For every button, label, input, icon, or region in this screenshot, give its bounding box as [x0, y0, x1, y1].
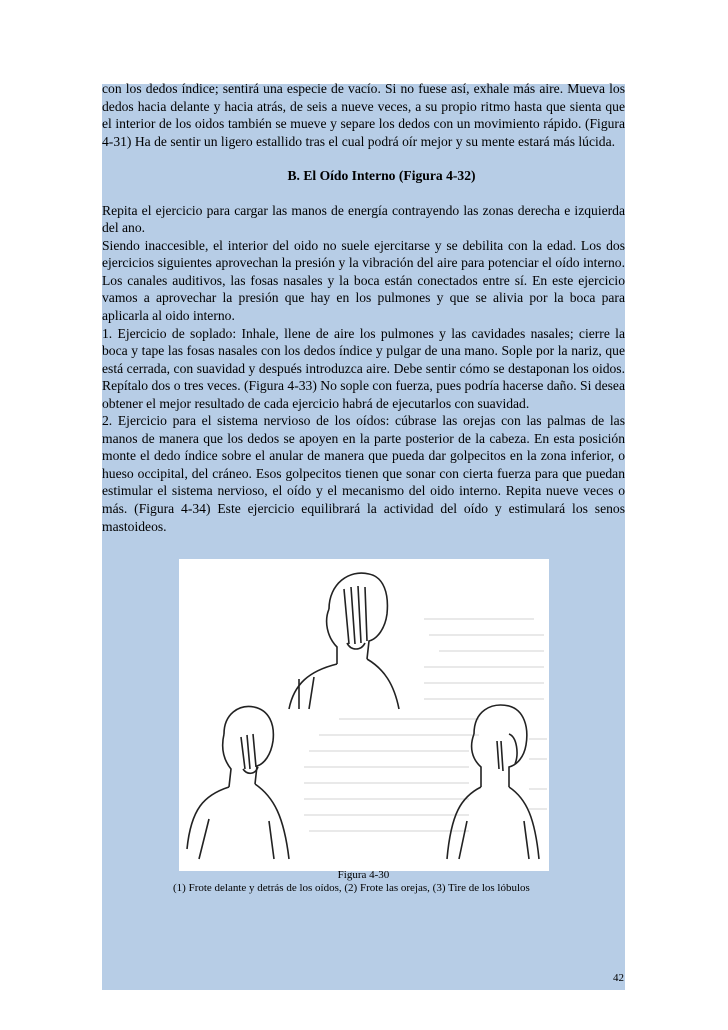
paragraph-2: Repita el ejercicio para cargar las manos de energía contrayendo las zonas derecha e izquierda del ano.	[102, 202, 625, 236]
paragraph-1: con los dedos índice; sentirá una especie de vacío. Si no fuese así, exhale más aire. Mueva los dedos hacia delante y hacia atrás, de seis a nueve veces, a su propio ritmo hasta que sienta que el interior de los oidos también se mueve y separe los dedos con un movimiento rápido. (Figura 4-31) Ha de sentir un ligero estallido tras el cual podrá oír mejor y su mente estará más lúcida.	[102, 81, 625, 149]
page-number: 42	[613, 972, 624, 984]
section-heading: B. El Oído Interno (Figura 4-32)	[287, 168, 476, 184]
figure-illustration	[179, 559, 549, 871]
figure-caption: Figura 4-30	[337, 869, 390, 881]
paragraph-3: Siendo inaccesible, el interior del oido no suele ejercitarse y se debilita con la edad. Los dos ejercicios siguientes aprovechan la presión y la vibración del aire para potenciar el oído interno. Los canales auditivos, las fosas nasales y la boca están conectados entre sí. En este ejercicio vamos a aprovechar la presión que hay en los pulmones y que se alivia por la boca para aplicarla al oido interno.	[102, 237, 625, 324]
paragraph-5: 2. Ejercicio para el sistema nervioso de los oídos: cúbrase las orejas con las palmas de las manos de manera que los dedos se apoyen en la parte posterior de la cabeza. En esta posición monte el dedo índice sobre el anular de manera que pueda dar golpecitos en la zona inferior, o hueso occipital, del cráneo. Esos golpecitos tienen que sonar con cierta fuerza para que puedan estimular el sistema nervioso, el oído y el mecanismo del oido interno. Repita nueve veces o más. (Figura 4-34) Este ejercicio equilibrará la actividad del oído y estimulará los senos mastoideos.	[102, 413, 625, 534]
paragraph-4: 1. Ejercicio de soplado: Inhale, llene de aire los pulmones y las cavidades nasales; cierre la boca y tape las fosas nasales con los dedos índice y pulgar de una mano. Sople por la nariz, que está cerrada, con suavidad y después introduzca aire. Debe sentir cómo se destaponan los oidos. Repítalo dos o tres veces. (Figura 4-33) No sople con fuerza, pues podría hacerse daño. Si desea obtener el mejor resultado de cada ejercicio habrá de ejecutarlos con suavidad.	[102, 325, 625, 411]
figure-subcaption: (1) Frote delante y detrás de los oídos, (2) Frote las orejas, (3) Tire de los lóbulos	[173, 882, 530, 894]
body-text	[102, 80, 625, 535]
figure-drawing	[179, 559, 549, 871]
